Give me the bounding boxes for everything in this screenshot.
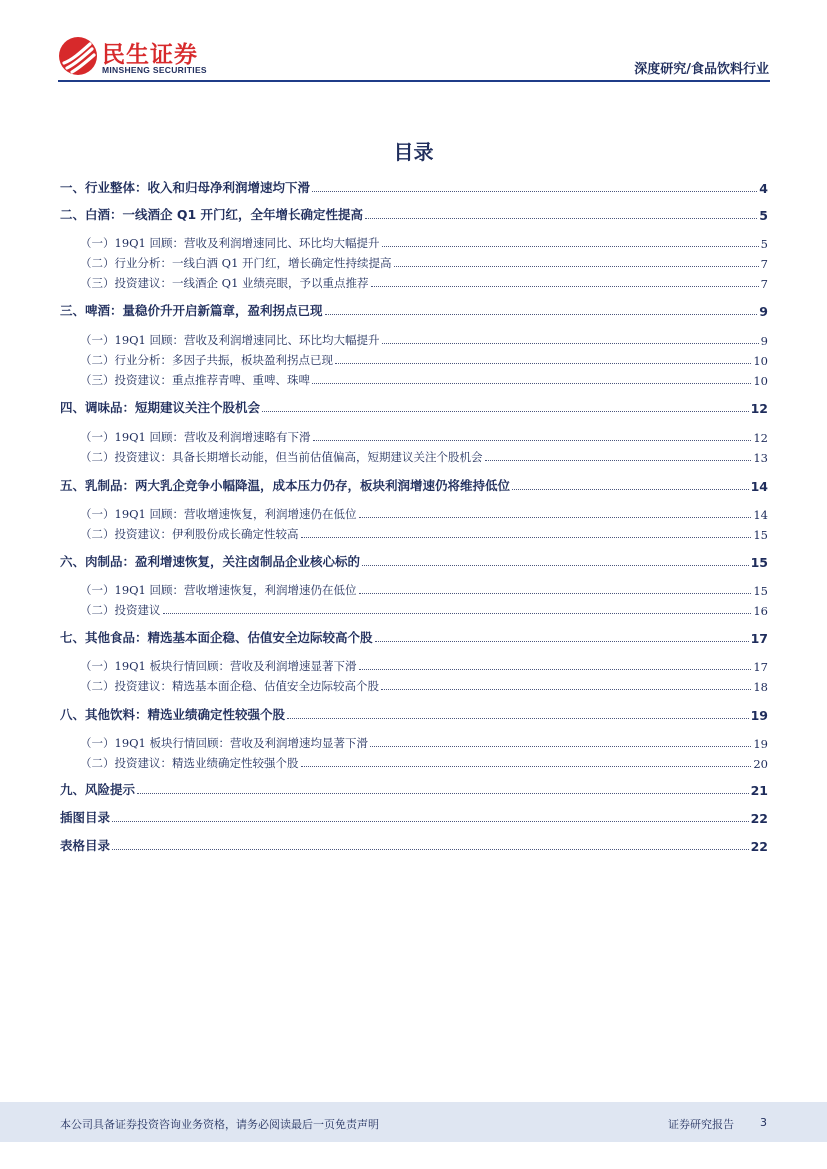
toc-entry-page: 17: [750, 631, 768, 646]
toc-entry-section[interactable]: [60, 427, 768, 445]
toc-entry-page: 5: [760, 237, 768, 251]
toc-dot-leader: [365, 218, 757, 219]
toc-entry-section[interactable]: [60, 350, 768, 368]
toc-entry-page: 14: [750, 479, 768, 494]
toc-entry-label: 六、肉制品：盈利增速恢复，关注卤制品企业核心标的: [60, 554, 361, 569]
toc-entry-label: 三、啤酒：量稳价升开启新篇章，盈利拐点已现: [60, 303, 323, 318]
toc-entry-label: （一）19Q1 板块行情回顾：营收及利润增速均显著下滑: [80, 736, 369, 750]
toc-entry-section[interactable]: [60, 233, 768, 251]
toc-entry-section[interactable]: [60, 733, 768, 751]
toc-dot-leader: [112, 821, 749, 822]
toc-entry-label: 插图目录: [60, 810, 111, 825]
toc-entry-section[interactable]: [60, 600, 768, 618]
toc-entry-section[interactable]: [60, 676, 768, 694]
toc-dot-leader: [382, 246, 759, 247]
toc-entry-page: 22: [750, 811, 768, 826]
toc-entry-page: 19: [750, 708, 768, 723]
toc-entry-page: 20: [753, 757, 768, 771]
toc-entry-page: 13: [753, 451, 768, 465]
toc-entry-page: 4: [759, 181, 768, 196]
toc-entry-chapter[interactable]: [60, 705, 768, 723]
toc-entry-label: 表格目录: [60, 838, 111, 853]
minsheng-logo: [58, 36, 218, 80]
toc-entry-label: （二）投资建议：伊利股份成长确定性较高: [80, 527, 299, 541]
toc-dot-leader: [512, 489, 749, 490]
minsheng-logo-icon: [58, 36, 98, 76]
toc-entry-label: 二、白酒：一线酒企 Q1 开门红，全年增长确定性提高: [60, 207, 364, 222]
brand-name-en: MINSHENG SECURITIES: [102, 65, 207, 75]
toc-entry-label: （二）投资建议：精选基本面企稳、估值安全边际较高个股: [80, 679, 379, 693]
toc-entry-chapter[interactable]: [60, 808, 768, 826]
toc-entry-label: 九、风险提示: [60, 782, 136, 797]
toc-entry-section[interactable]: [60, 524, 768, 542]
toc-entry-page: 15: [753, 584, 768, 598]
toc-entry-section[interactable]: [60, 253, 768, 271]
toc-entry-chapter[interactable]: [60, 301, 768, 319]
report-category: 深度研究/食品饮料行业: [634, 62, 769, 77]
toc-entry-section[interactable]: [60, 580, 768, 598]
toc-dot-leader: [325, 314, 758, 315]
toc-dot-leader: [335, 363, 751, 364]
toc-entry-label: （二）投资建议：具备长期增长动能，但当前估值偏高，短期建议关注个股机会: [80, 450, 483, 464]
toc-entry-chapter[interactable]: [60, 205, 768, 223]
toc-dot-leader: [137, 793, 749, 794]
toc-entry-label: （一）19Q1 回顾：营收及利润增速同比、环比均大幅提升: [80, 236, 380, 250]
toc-dot-leader: [301, 766, 752, 767]
toc-entry-page: 18: [753, 680, 768, 694]
toc-entry-page: 21: [750, 783, 768, 798]
toc-entry-label: （二）投资建议：精选业绩确定性较强个股: [80, 756, 299, 770]
toc-dot-leader: [163, 613, 752, 614]
toc-entry-page: 16: [753, 604, 768, 618]
toc-dot-leader: [359, 669, 752, 670]
toc-dot-leader: [381, 689, 751, 690]
toc-dot-leader: [262, 411, 749, 412]
toc-entry-label: （一）19Q1 回顾：营收增速恢复，利润增速仍在低位: [80, 583, 357, 597]
toc-entry-chapter[interactable]: [60, 780, 768, 798]
toc-dot-leader: [359, 593, 752, 594]
toc-entry-page: 10: [753, 354, 768, 368]
toc-entry-page: 9: [759, 304, 768, 319]
toc-entry-label: （三）投资建议：一线酒企 Q1 业绩亮眼，予以重点推荐: [80, 276, 369, 290]
toc-entry-page: 10: [753, 374, 768, 388]
toc-entry-label: （一）19Q1 回顾：营收及利润增速略有下滑: [80, 430, 311, 444]
toc-entry-page: 12: [750, 401, 768, 416]
toc-entry-section[interactable]: [60, 753, 768, 771]
toc-entry-section[interactable]: [60, 370, 768, 388]
toc-entry-page: 22: [750, 839, 768, 854]
footer-page-number: 3: [760, 1116, 767, 1129]
toc-entry-page: 14: [753, 508, 768, 522]
toc-entry-label: （二）行业分析：一线白酒 Q1 开门红，增长确定性持续提高: [80, 256, 392, 270]
toc-dot-leader: [394, 266, 759, 267]
toc-dot-leader: [362, 565, 749, 566]
toc-entry-label: （一）19Q1 回顾：营收增速恢复，利润增速仍在低位: [80, 507, 357, 521]
toc-entry-page: 19: [753, 737, 768, 751]
toc-dot-leader: [359, 517, 752, 518]
toc-entry-label: （一）19Q1 板块行情回顾：营收及利润增速显著下滑: [80, 659, 357, 673]
toc-entry-label: （一）19Q1 回顾：营收及利润增速同比、环比均大幅提升: [80, 333, 380, 347]
toc-entry-label: 一、行业整体：收入和归母净利润增速均下滑: [60, 180, 311, 195]
toc-dot-leader: [312, 191, 757, 192]
toc-entry-chapter[interactable]: [60, 398, 768, 416]
header-divider: [58, 80, 770, 82]
toc-entry-page: 12: [753, 431, 768, 445]
toc-dot-leader: [301, 537, 752, 538]
toc-dot-leader: [382, 343, 759, 344]
page-footer: [0, 1102, 827, 1142]
toc-title: 目录: [393, 140, 434, 164]
toc-dot-leader: [375, 641, 749, 642]
footer-disclaimer: 本公司具备证券投资咨询业务资格，请务必阅读最后一页免责声明: [60, 1118, 379, 1131]
brand-name-cn: 民生证券: [102, 42, 198, 68]
toc-entry-section[interactable]: [60, 273, 768, 291]
toc-dot-leader: [312, 383, 751, 384]
toc-entry-chapter[interactable]: [60, 476, 768, 494]
toc-entry-chapter[interactable]: [60, 836, 768, 854]
toc-entry-section[interactable]: [60, 447, 768, 465]
toc-entry-label: 八、其他饮料：精选业绩确定性较强个股: [60, 707, 286, 722]
toc-entry-page: 9: [760, 334, 768, 348]
footer-doc-type: 证券研究报告: [668, 1118, 734, 1131]
toc-entry-section[interactable]: [60, 330, 768, 348]
toc-entry-chapter[interactable]: [60, 628, 768, 646]
toc-entry-chapter[interactable]: [60, 178, 768, 196]
toc-dot-leader: [485, 460, 752, 461]
page-header: [0, 0, 827, 84]
toc-entry-page: 5: [759, 208, 768, 223]
toc-entry-label: 七、其他食品：精选基本面企稳、估值安全边际较高个股: [60, 630, 373, 645]
toc-dot-leader: [313, 440, 752, 441]
toc-entry-label: （三）投资建议：重点推荐青啤、重啤、珠啤: [80, 373, 310, 387]
toc-entry-section[interactable]: [60, 504, 768, 522]
toc-entry-page: 7: [760, 257, 768, 271]
toc-dot-leader: [287, 718, 749, 719]
toc-entry-chapter[interactable]: [60, 552, 768, 570]
toc-entry-page: 7: [760, 277, 768, 291]
toc-entry-label: （二）投资建议: [80, 603, 161, 617]
toc-entry-page: 17: [753, 660, 768, 674]
toc-entry-section[interactable]: [60, 656, 768, 674]
toc-entry-label: （二）行业分析：多因子共振，板块盈利拐点已现: [80, 353, 333, 367]
toc-entry-page: 15: [750, 555, 768, 570]
toc-dot-leader: [112, 849, 749, 850]
toc-entry-label: 四、调味品：短期建议关注个股机会: [60, 400, 261, 415]
toc-dot-leader: [371, 286, 759, 287]
toc-entry-label: 五、乳制品：两大乳企竞争小幅降温，成本压力仍存，板块利润增速仍将维持低位: [60, 478, 511, 493]
toc-entry-page: 15: [753, 528, 768, 542]
toc-dot-leader: [370, 746, 751, 747]
